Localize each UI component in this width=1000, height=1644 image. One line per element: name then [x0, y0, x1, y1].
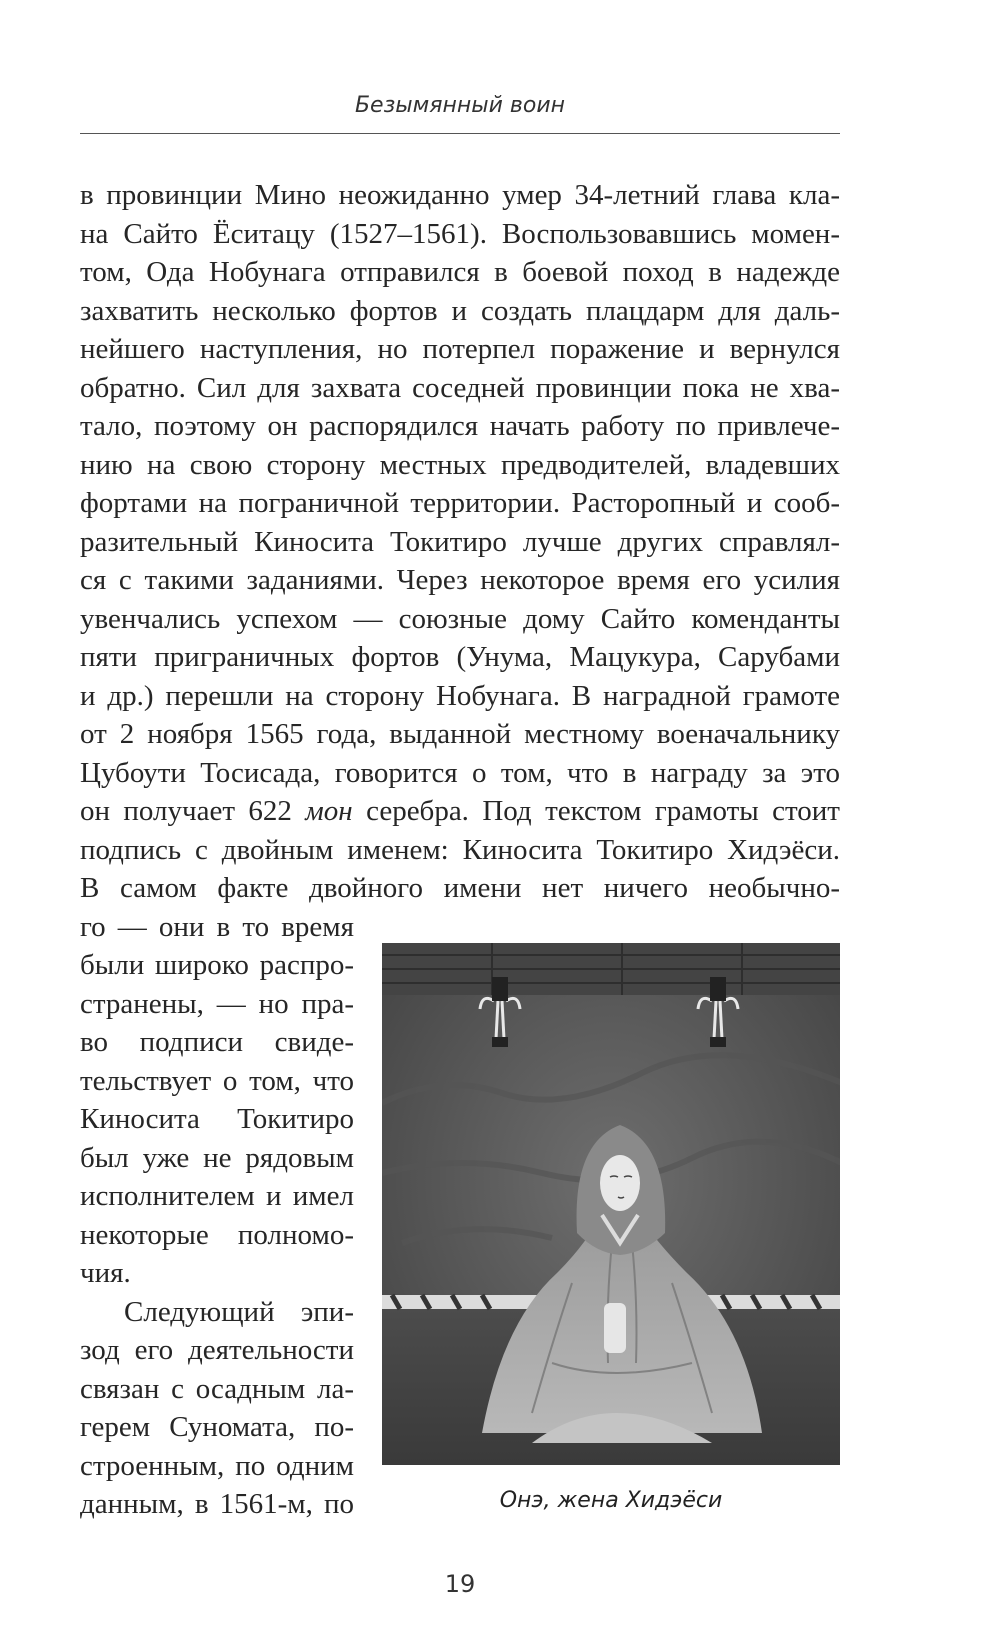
- text-line: увенчались успехом — союзные дому Сайто коменданты: [80, 602, 840, 635]
- body-text: [80, 176, 840, 1545]
- text-line: фортами на пограничной территории. Расторопный и сооб-: [80, 487, 840, 519]
- text-segment: он получает 622: [80, 795, 306, 827]
- text-line: нейшего наступления, но потерпел поражение и вернулся: [80, 333, 840, 365]
- text-line: нию на свою сторону местных предводителей, владевших: [80, 448, 840, 481]
- text-line: чия.: [80, 1257, 131, 1289]
- text-line: зод его деятельности: [80, 1334, 354, 1366]
- text-line: во подписи свиде-: [80, 1026, 354, 1058]
- text-line: был уже не рядовым: [80, 1141, 354, 1174]
- portrait-image: [382, 943, 840, 1465]
- text-line: в провинции Мино неожиданно умер 34-летний глава кла-: [80, 179, 840, 211]
- italic-term-mon: мон: [305, 795, 353, 827]
- header-rule: [80, 133, 840, 134]
- text-line: разительный Киносита Токитиро лучше других справлял-: [80, 525, 840, 558]
- text-line: В самом факте двойного имени нет ничего необычно-: [80, 872, 840, 904]
- figure-caption: Онэ, жена Хидэёси: [499, 1487, 723, 1513]
- text-line: данным, в 1561-м, по: [80, 1488, 354, 1520]
- text-line: пяти приграничных фортов (Унума, Мацукура, Сарубами: [80, 641, 840, 673]
- text-line: ся с такими заданиями. Через некоторое время его усилия: [80, 564, 840, 596]
- text-line: тало, поэтому он распорядился начать работу по привлече-: [80, 410, 840, 442]
- text-line: Следующий эпи-: [124, 1295, 354, 1328]
- text-line: Киносита Токитиро: [80, 1103, 354, 1135]
- running-title: Безымянный воин: [354, 93, 566, 118]
- text-line: захватить несколько фортов и создать плацдарм для даль-: [80, 294, 840, 327]
- text-line: том, Ода Нобунага отправился в боевой поход в надежде: [80, 256, 840, 288]
- text-line: некоторые полномо-: [80, 1218, 354, 1251]
- text-line: обратно. Сил для захвата соседней провинции пока не хва-: [80, 371, 840, 404]
- text-line: от 2 ноября 1565 года, выданной местному военачальнику: [80, 718, 840, 750]
- text-line: были широко распро-: [80, 949, 354, 981]
- text-line: Цубоути Тосисада, говорится о том, что в награду за это: [80, 756, 840, 789]
- text-line: [80, 792, 840, 831]
- text-line: и др.) перешли на сторону Нобунага. В наградной грамоте: [80, 679, 840, 712]
- text-line: герем Суномата, по-: [80, 1411, 354, 1443]
- text-line: странены, — но пра-: [80, 987, 354, 1020]
- text-line: подпись с двойным именем: Киносита Токитиро Хидэёси.: [80, 833, 840, 866]
- text-line: на Сайто Ёситацу (1527–1561). Воспользовавшись момен-: [80, 217, 840, 250]
- text-line: строенным, по одним: [80, 1449, 354, 1482]
- text-segment: серебра. Под текстом грамоты стоит: [352, 795, 840, 827]
- text-line: связан с осадным ла-: [80, 1372, 354, 1405]
- text-line: тельствует о том, что: [80, 1064, 354, 1097]
- text-line: го — они в то время: [80, 910, 354, 943]
- figure-portrait: [382, 943, 840, 1545]
- page-number: 19: [444, 1570, 476, 1598]
- text-line: исполнителем и имел: [80, 1180, 354, 1212]
